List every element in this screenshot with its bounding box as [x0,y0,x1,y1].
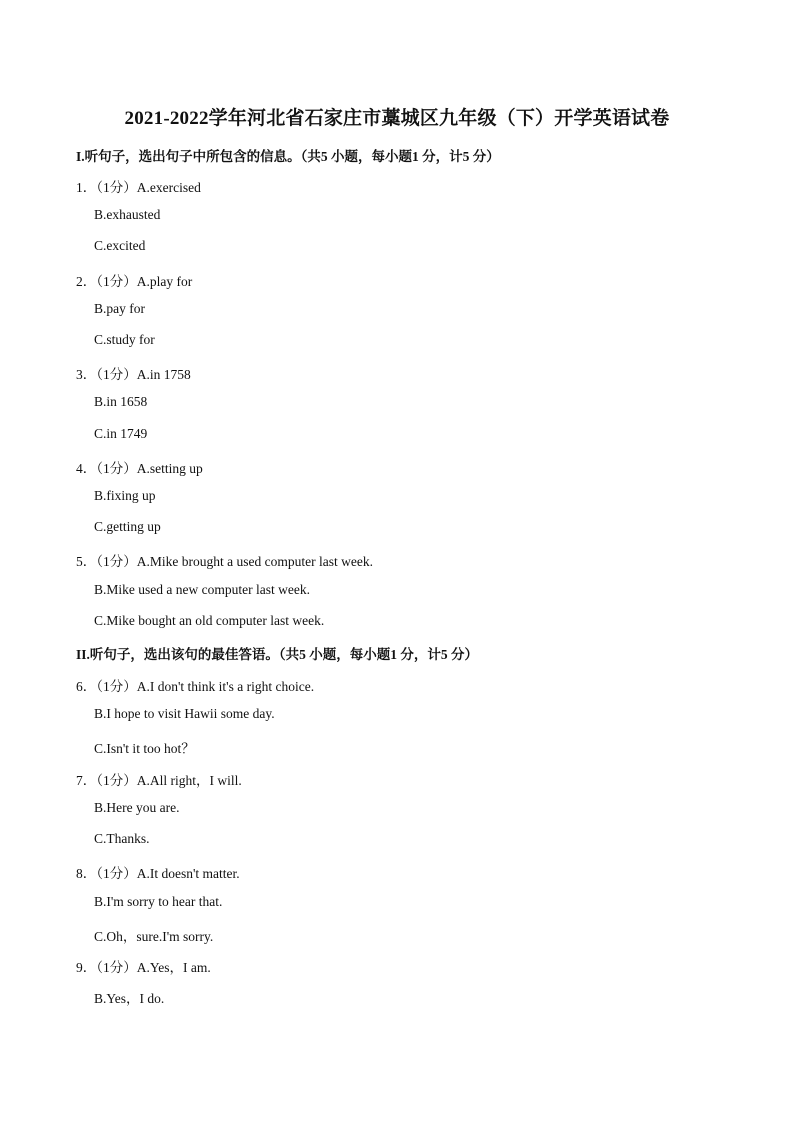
question-4-option-b: B.fixing up [94,488,156,503]
question-6-option-c: C.Isn't it too hot？ [94,741,195,756]
question-1: 1．（1分）A.exercised [76,180,201,195]
question-3: 3．（1分）A.in 1758 [76,367,191,382]
question-4-option-c: C.getting up [94,519,161,534]
question-5: 5．（1分）A.Mike brought a used computer last week. [76,554,373,569]
question-5-option-b: B.Mike used a new computer last week. [94,582,310,597]
question-4: 4．（1分）A.setting up [76,461,203,476]
question-8: 8．（1分）A.It doesn't matter. [76,866,240,881]
question-2-option-c: C.study for [94,332,155,347]
question-8-option-c: C.Oh，sure.I'm sorry. [94,929,214,944]
question-7-option-c: C.Thanks. [94,831,150,846]
section-heading-2: II.听句子，选出该句的最佳答语。（共5 小题，每小题1 分，计5 分） [76,647,479,662]
question-3-option-b: B.in 1658 [94,394,148,409]
question-1-option-c: C.excited [94,238,146,253]
question-7: 7．（1分）A.All right，I will. [76,773,242,788]
section-heading-1: I.听句子，选出句子中所包含的信息。（共5 小题，每小题1 分，计5 分） [76,149,500,164]
page-title: 2021-2022学年河北省石家庄市藁城区九年级（下）开学英语试卷 [124,108,670,129]
question-9: 9．（1分）A.Yes，I am. [76,960,211,975]
question-5-option-c: C.Mike bought an old computer last week. [94,613,325,628]
question-9-option-b: B.Yes，I do. [94,991,165,1006]
question-6-option-b: B.I hope to visit Hawii some day. [94,706,275,721]
question-1-option-b: B.exhausted [94,207,161,222]
question-2-option-b: B.pay for [94,301,145,316]
question-3-option-c: C.in 1749 [94,426,148,441]
question-7-option-b: B.Here you are. [94,800,180,815]
question-8-option-b: B.I'm sorry to hear that. [94,894,223,909]
question-6: 6．（1分）A.I don't think it's a right choice. [76,679,315,694]
question-2: 2．（1分）A.play for [76,274,193,289]
